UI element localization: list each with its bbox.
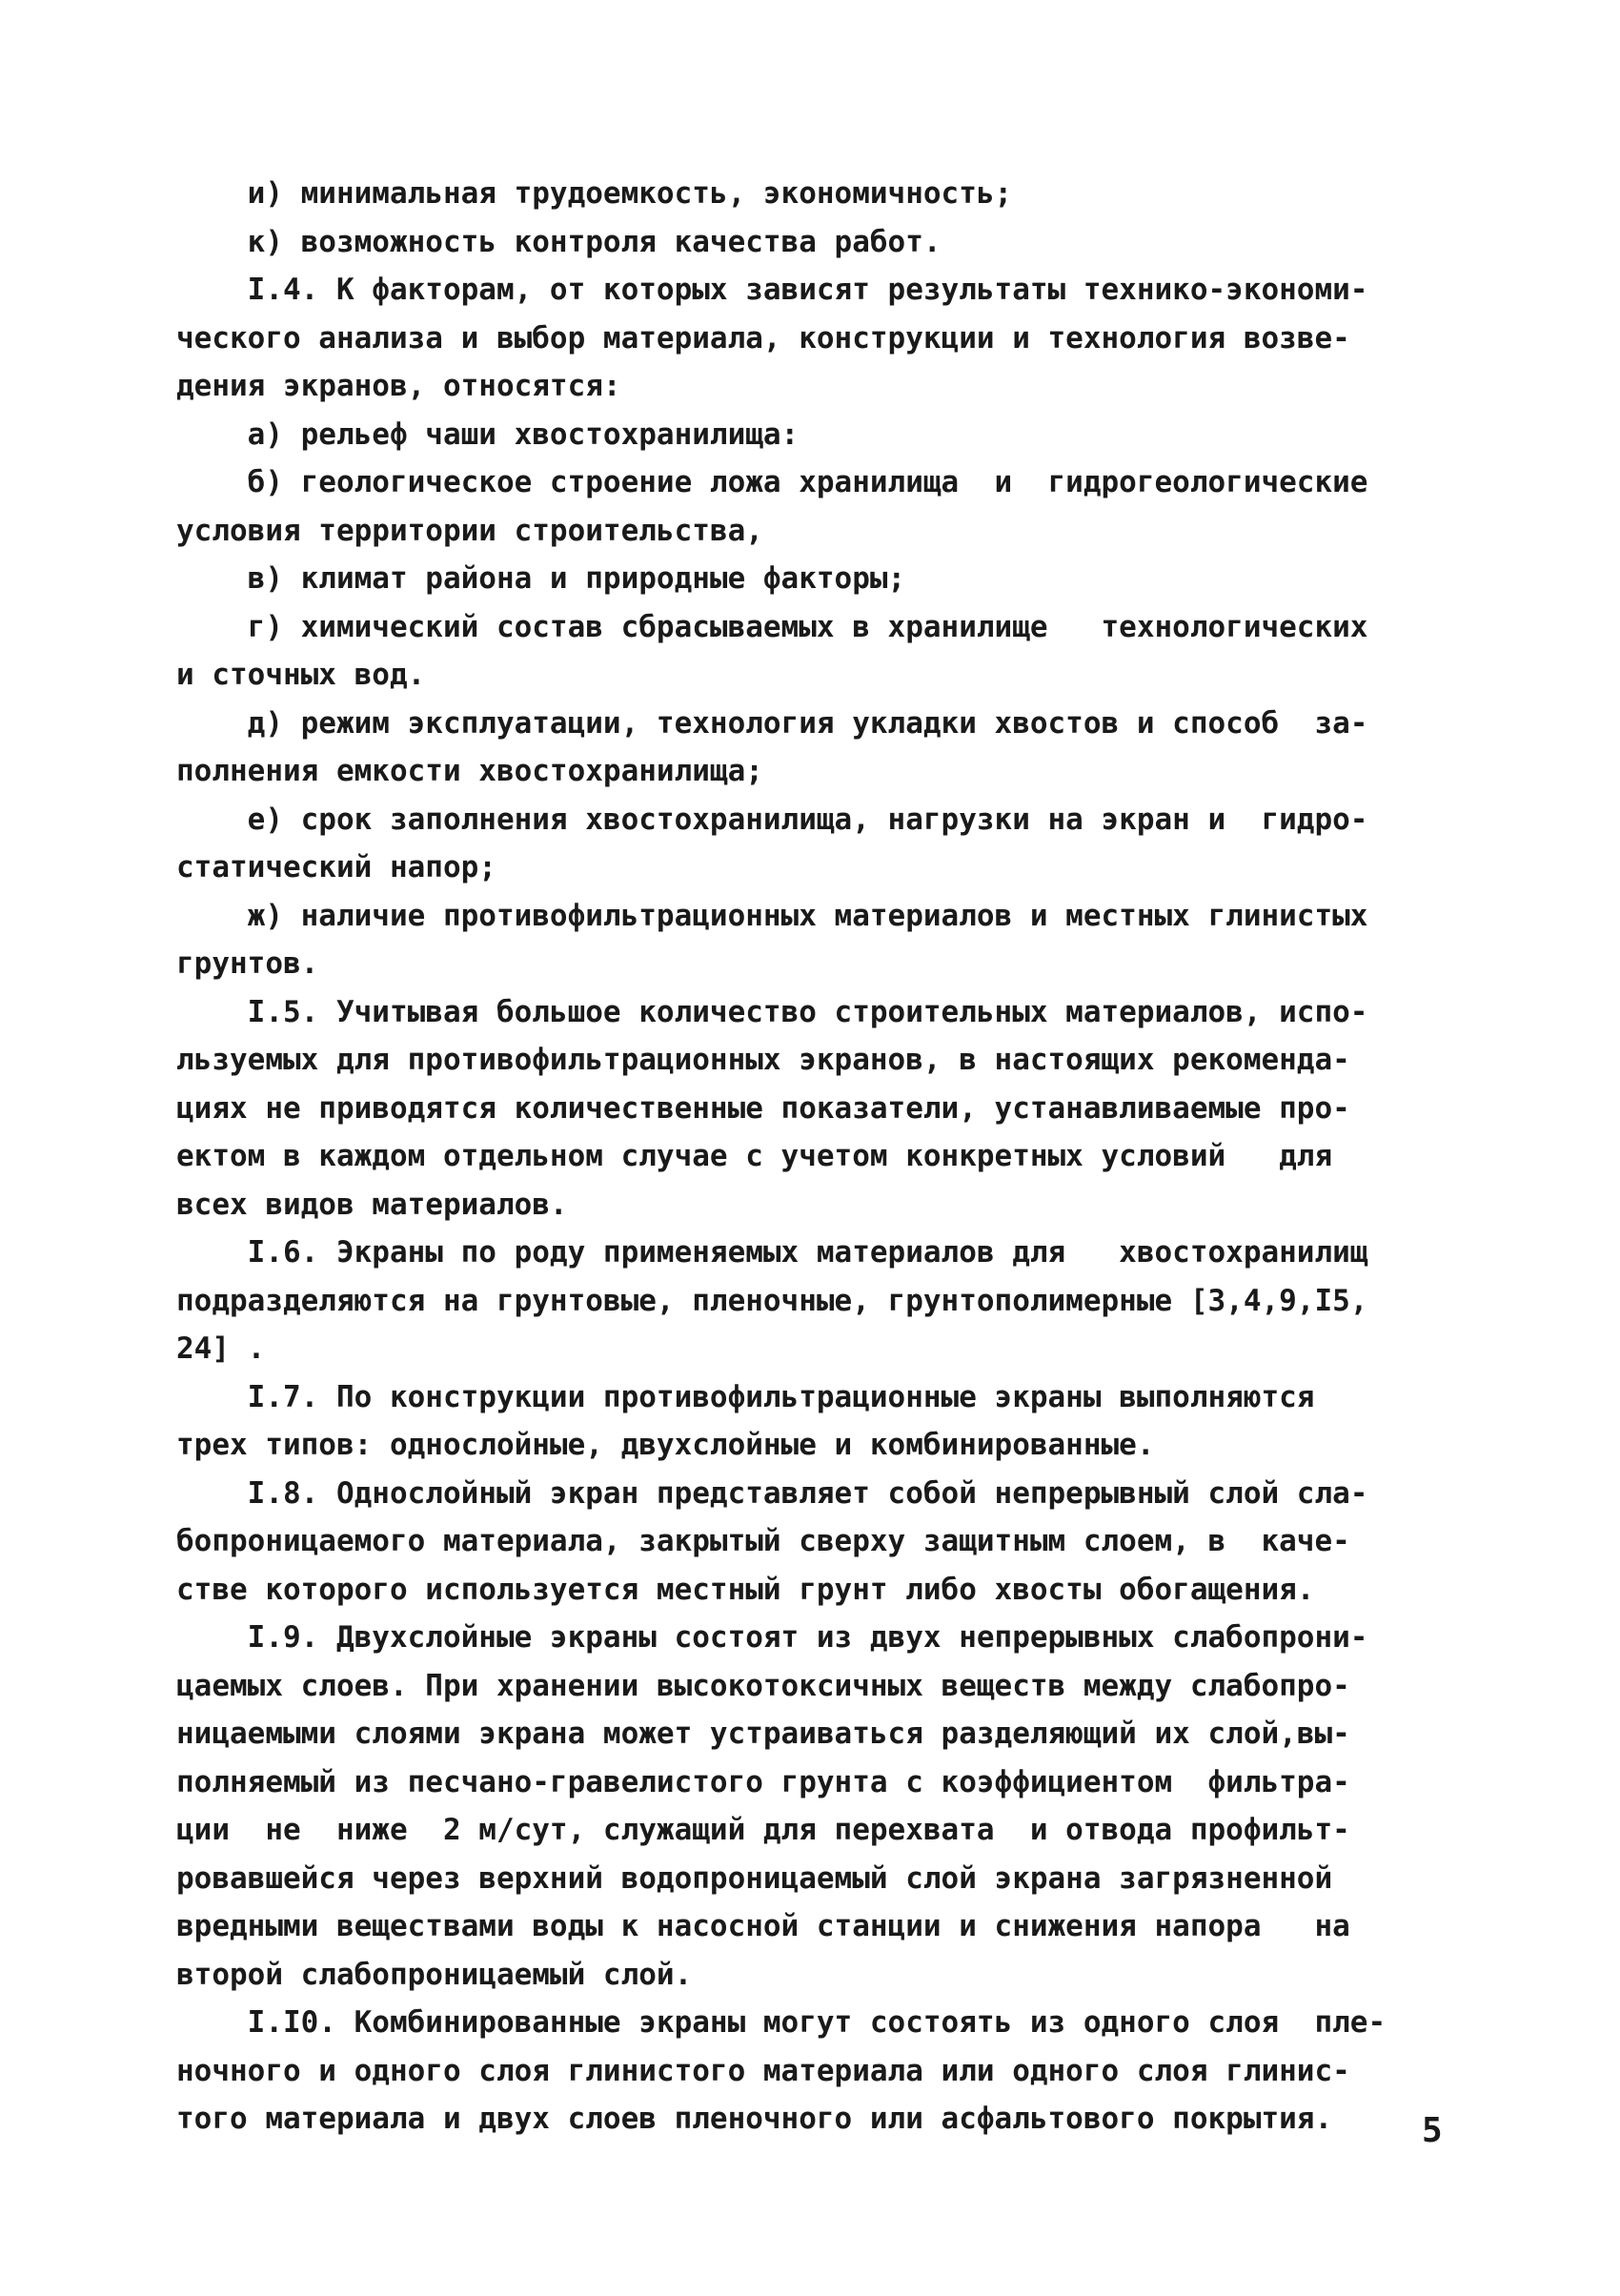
text-line: трех типов: однослойные, двухслойные и комбинированные. (176, 1428, 1155, 1462)
text-line: б) геологическое строение ложа хранилища и гидрогеологические (176, 465, 1368, 499)
text-line: в) климат района и природные факторы; (176, 561, 906, 596)
text-line: I.4. К факторам, от которых зависят результаты технико-экономи- (176, 273, 1368, 307)
text-line: д) режим эксплуатации, технология укладки хвостов и способ за- (176, 705, 1368, 741)
text-line: и сточных вод. (176, 658, 426, 692)
text-line: ницаемыми слоями экрана может устраиваться разделяющий их слой,вы- (176, 1717, 1350, 1751)
text-line: циях не приводятся количественные показатели, устанавливаемые про- (176, 1090, 1350, 1126)
text-line: стве которого используется местный грунт либо хвосты обогащения. (176, 1572, 1315, 1607)
text-line: ектом в каждом отдельном случае с учетом конкретных условий для (176, 1139, 1333, 1173)
text-line: льзуемых для противофильтрационных экранов, в настоящих рекоменда- (176, 1043, 1350, 1077)
text-line: а) рельеф чаши хвостохранилища: (176, 417, 800, 452)
text-line: второй слабопроницаемый слой. (176, 1957, 693, 1992)
text-line: дения экранов, относятся: (176, 369, 621, 403)
text-line: грунтов. (176, 946, 319, 981)
text-line: бопроницаемого материала, закрытый сверху защитным слоем, в каче- (176, 1524, 1350, 1558)
text-line: I.9. Двухслойные экраны состоят из двух непрерывных слабопрони- (176, 1620, 1368, 1655)
text-line: ночного и одного слоя глинистого материала или одного слоя глинис- (176, 2053, 1350, 2088)
text-line: статический напор; (176, 850, 496, 884)
text-line: вредными веществами воды к насосной станции и снижения напора на (176, 1909, 1350, 1943)
text-line: 24] . (176, 1331, 266, 1366)
page-number: 5 (1422, 2111, 1443, 2150)
text-line: к) возможность контроля качества работ. (176, 224, 942, 259)
text-line: I.6. Экраны по роду применяемых материалов для хвостохранилищ (176, 1235, 1368, 1270)
text-line: ческого анализа и выбор материала, конструкции и технология возве- (176, 320, 1350, 356)
text-line: I.I0. Комбинированные экраны могут состоять из одного слоя пле- (176, 2005, 1387, 2040)
text-line: е) срок заполнения хвостохранилища, нагрузки на экран и гидро- (176, 802, 1368, 837)
text-line: I.5. Учитывая большое количество строительных материалов, испо- (176, 994, 1368, 1029)
text-line: подразделяются на грунтовые, пленочные, грунтополимерные [3,4,9,I5, (176, 1283, 1368, 1318)
text-line: ж) наличие противофильтрационных материалов и местных глинистых (176, 898, 1368, 933)
text-line: I.8. Однослойный экран представляет собой непрерывный слой сла- (176, 1475, 1368, 1511)
text-line: и) минимальная трудоемкость, экономичность; (176, 176, 1013, 211)
text-line: того материала и двух слоев пленочного или асфальтового покрытия. (176, 2102, 1333, 2136)
text-line: ровавшейся через верхний водопроницаемый слой экрана загрязненной (176, 1860, 1333, 1896)
text-line: г) химический состав сбрасываемых в хранилище технологических (176, 609, 1368, 644)
text-line: цаемых слоев. При хранении высокотоксичных веществ между слабопро- (176, 1668, 1350, 1703)
text-line: ции не ниже 2 м/сут, служащий для перехвата и отвода профильт- (176, 1813, 1350, 1847)
body-text (176, 170, 1448, 2144)
text-line: условия территории строительства, (176, 513, 763, 548)
text-line: полнения емкости хвостохранилища; (176, 754, 763, 788)
text-line: полняемый из песчано-гравелистого грунта с коэффициентом фильтра- (176, 1764, 1350, 1799)
text-line: I.7. По конструкции противофильтрационные экраны выполняются (176, 1379, 1315, 1414)
text-line: всех видов материалов. (176, 1187, 568, 1222)
